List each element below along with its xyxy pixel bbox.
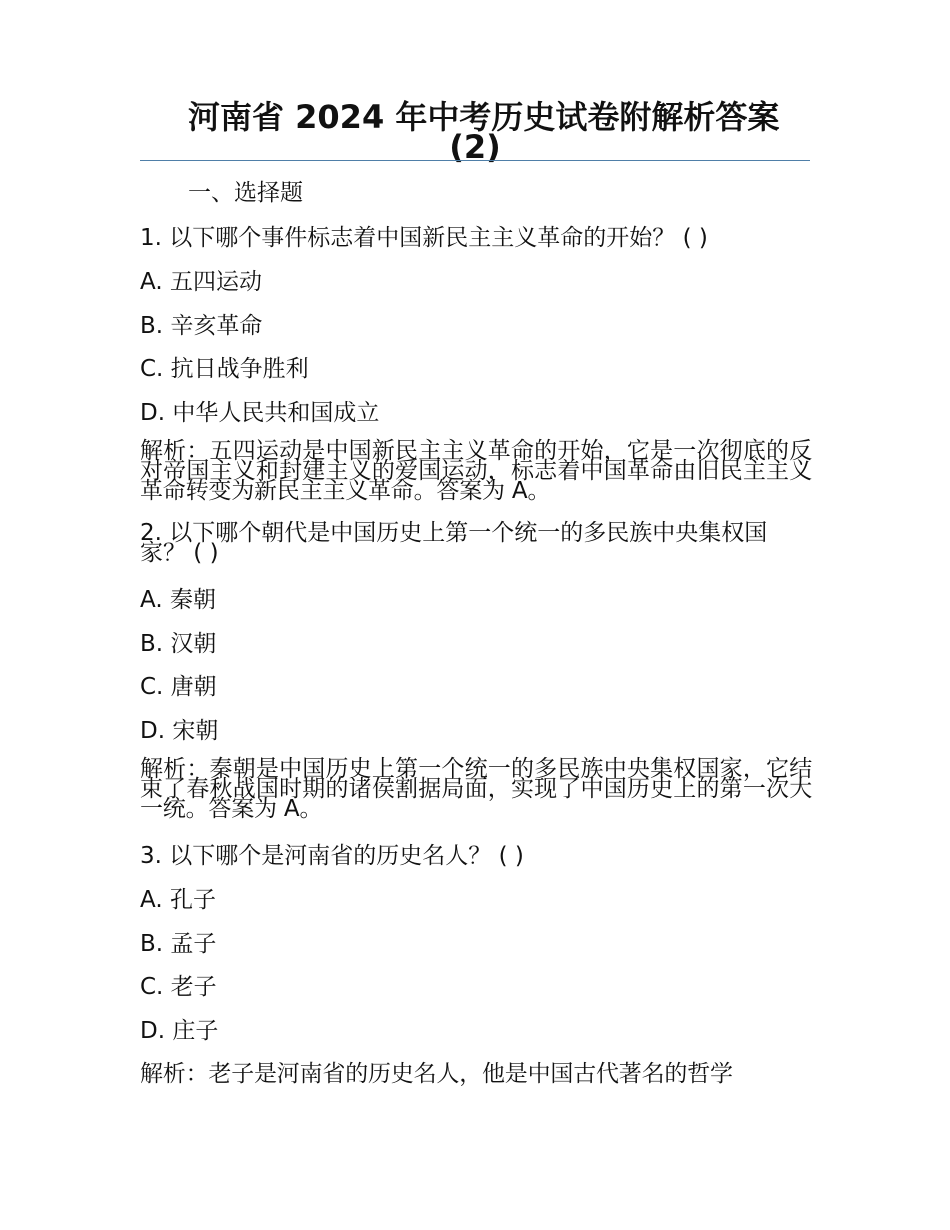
option-c: C. 抗日战争胜利	[140, 356, 309, 382]
option-c: C. 唐朝	[140, 674, 217, 700]
option-a: A. 秦朝	[140, 587, 216, 613]
question-stem: 3. 以下哪个是河南省的历史名人？ ( )	[140, 843, 524, 869]
option-d: D. 中华人民共和国成立	[140, 399, 380, 426]
option-b: B. 辛亥革命	[140, 312, 263, 339]
option-b: B. 孟子	[140, 930, 217, 957]
option-c: C. 老子	[140, 974, 217, 1000]
document-title	[140, 98, 810, 166]
title-underline	[140, 160, 810, 161]
question-block-3	[140, 841, 812, 1089]
title-line-1: 河南省 2024 年中考历史试卷附解析答案	[188, 98, 780, 136]
document-body	[140, 178, 812, 1111]
question-block-1	[140, 223, 812, 504]
question-explanation: 解析：老子是河南省的历史名人，他是中国古代著名的哲学	[140, 1061, 733, 1087]
option-b: B. 汉朝	[140, 630, 217, 657]
section-heading: 一、选择题	[188, 180, 303, 206]
question-stem: 1. 以下哪个事件标志着中国新民主主义革命的开始？ ( )	[140, 225, 708, 251]
option-d: D. 宋朝	[140, 717, 219, 744]
question-stem: 2. 以下哪个朝代是中国历史上第一个统一的多民族中央集权国家？ ( )	[140, 520, 768, 566]
option-a: A. 孔子	[140, 887, 216, 913]
option-d: D. 庄子	[140, 1017, 219, 1044]
question-explanation: 解析：秦朝是中国历史上第一个统一的多民族中央集权国家，它结束了春秋战国时期的诸侯割据局面，实现了中国历史上的第一次大一统。答案为 A。	[140, 756, 812, 822]
question-explanation: 解析：五四运动是中国新民主主义革命的开始，它是一次彻底的反对帝国主义和封建主义的爱国运动，标志着中国革命由旧民主主义革命转变为新民主主义革命。答案为 A。	[140, 438, 812, 504]
question-block-2	[140, 520, 812, 822]
title-line-2: (2)	[449, 128, 501, 166]
option-a: A. 五四运动	[140, 269, 262, 295]
